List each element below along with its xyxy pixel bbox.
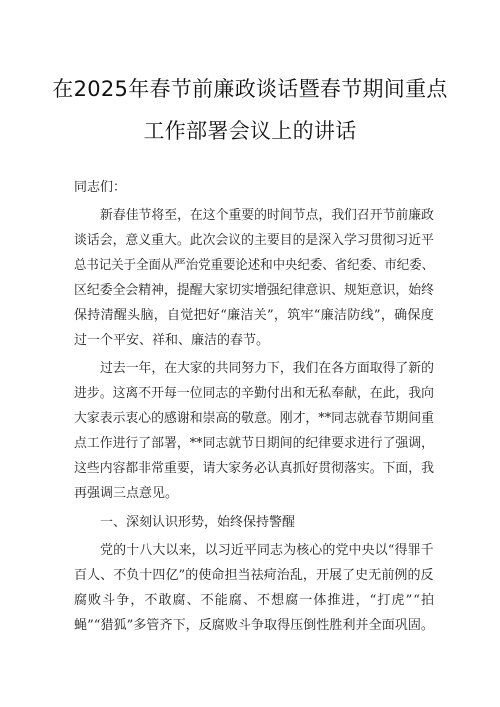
document-title-line-1: 在2025年春节前廉政谈话暨春节期间重点 [52, 77, 448, 101]
paragraph-1-line: 新春佳节将至，在这个重要的时间节点，我们召开节前廉政 [100, 208, 434, 223]
paragraph-2-line: 过去一年，在大家的共同努力下，我们在各方面取得了新的 [100, 361, 434, 376]
paragraph-3-line: 党的十八大以来，以习近平同志为核心的党中央以“得罪千 [100, 543, 434, 558]
paragraph-1-line: 保持清醒头脑，自觉把好“廉洁关”，筑牢“廉洁防线”，确保度 [74, 308, 434, 323]
paragraph-1-line: 过一个平安、祥和、廉洁的春节。 [74, 333, 270, 348]
paragraph-3-line: 百人、不负十四亿”的使命担当祛疴治乱，开展了史无前例的反 [74, 568, 434, 583]
salutation: 同志们： [74, 180, 127, 195]
paragraph-1-line: 谈话会，意义重大。此次会议的主要目的是深入学习贯彻习近平 [74, 233, 435, 248]
paragraph-2-line: 再强调三点意见。 [74, 486, 179, 501]
paragraph-2-line: 这些内容都非常重要，请大家务必认真抓好贯彻落实。下面，我 [74, 461, 435, 476]
paragraph-3-line: 腐败斗争，不敢腐、不能腐、不想腐一体推进，“打虎”“拍 [74, 593, 436, 608]
section-heading: 一、深刻认识形势，始终保持警醒 [100, 515, 296, 530]
paragraph-1-line: 区纪委全会精神，提醒大家切实增强纪律意识、规矩意识，始终 [74, 283, 435, 298]
paragraph-3-line: 蝇”“猎狐”多管齐下，反腐败斗争取得压倒性胜利并全面巩固。 [74, 618, 434, 633]
paragraph-2-line: 进步。这离不开每一位同志的辛勤付出和无私奉献，在此，我向 [74, 386, 435, 401]
paragraph-2-line: 点工作进行了部署，**同志就节日期间的纪律要求进行了强调， [74, 436, 435, 451]
paragraph-2-line: 大家表示衷心的感谢和崇高的敬意。刚才，**同志就春节期间重 [74, 411, 435, 426]
paragraph-1-line: 总书记关于全面从严治党重要论述和中央纪委、省纪委、市纪委、 [74, 258, 435, 273]
document-title-line-2: 工作部署会议上的讲话 [143, 119, 357, 143]
